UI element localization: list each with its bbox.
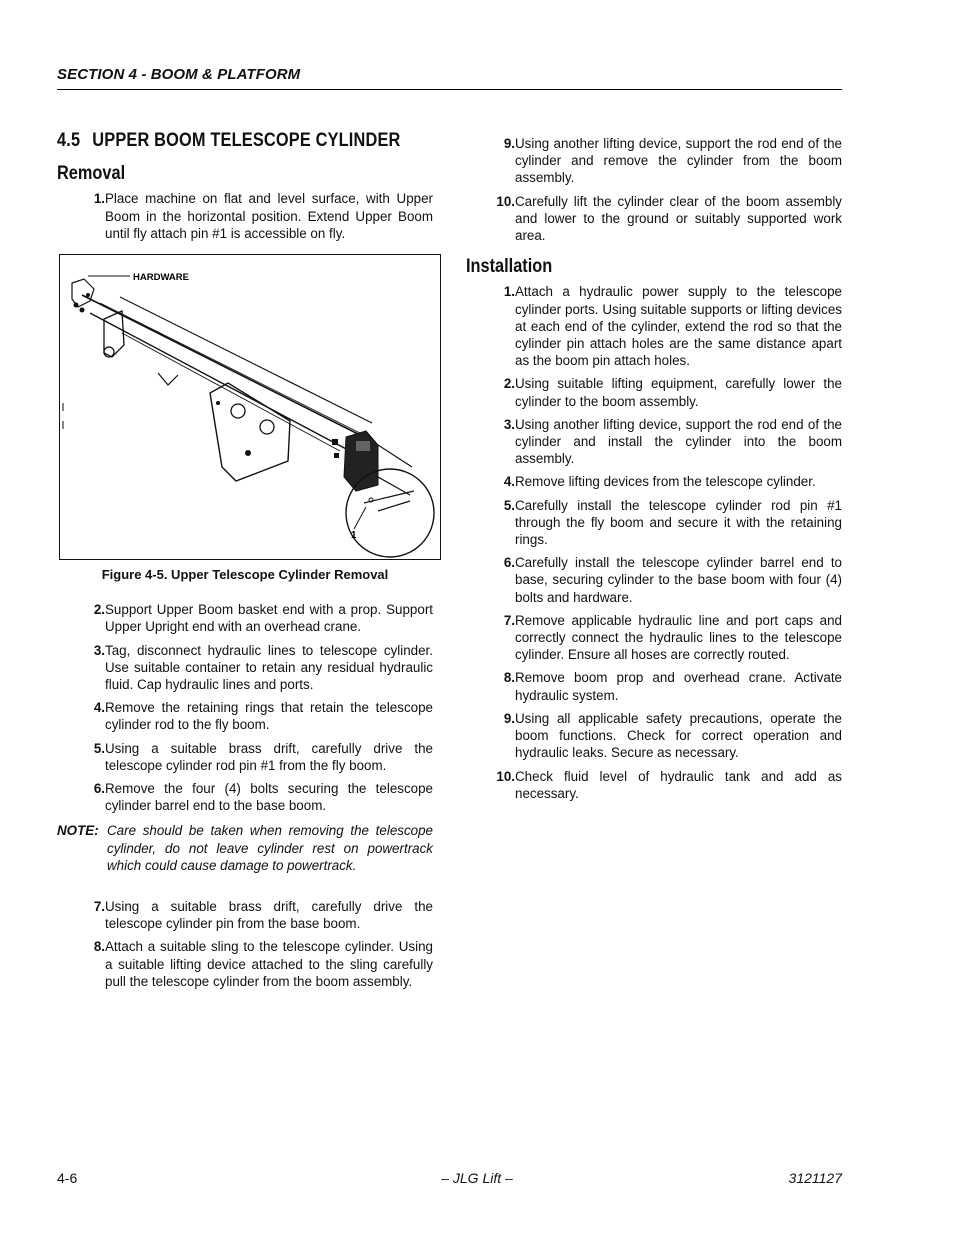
removal-step <box>57 699 433 733</box>
section-heading <box>57 130 401 151</box>
step-text: Using another lifting device, support the rod end of the cylinder and remove the cylinder from the boom assembly. <box>515 136 842 186</box>
caution-note <box>57 822 433 874</box>
removal-step <box>57 190 433 242</box>
removal-step <box>57 938 433 990</box>
installation-step <box>466 768 842 802</box>
step-text: Place machine on flat and level surface, with Upper Boom in the horizontal position. Extend Upper Boom until fly attach pin #1 is accessible on fly. <box>105 191 433 241</box>
note-text: Care should be taken when removing the telescope cylinder, do not leave cylinder rest on powertrack which could cause damage to powertrack. <box>107 823 433 873</box>
removal-steps-c-left <box>57 898 433 990</box>
step-number: 6. <box>503 555 515 571</box>
step-text: Attach a suitable sling to the telescope cylinder. Using a suitable lifting device attached to the sling carefully pull the telescope cylinder from the boom assembly. <box>105 939 433 989</box>
removal-step <box>57 601 433 635</box>
page-header-title: SECTION 4 - BOOM & PLATFORM <box>57 66 301 83</box>
footer-brand: – JLG Lift – <box>441 1170 513 1186</box>
step-text: Carefully install the telescope cylinder barrel end to base, securing cylinder to the base boom with four (4) bolts and hardware. <box>515 555 842 605</box>
step-text: Remove the four (4) bolts securing the telescope cylinder barrel end to the base boom. <box>105 781 433 814</box>
step-number: 1. <box>503 284 515 300</box>
step-text: Check fluid level of hydraulic tank and add as necessary. <box>515 768 842 801</box>
step-number: 3. <box>503 416 515 432</box>
step-text: Using suitable lifting equipment, carefully lower the cylinder to the boom assembly. <box>515 376 842 409</box>
step-text: Using all applicable safety precautions, operate the boom functions. Check for correct operation and hydraulic leaks. Secure as necessary. <box>515 710 842 761</box>
installation-step <box>466 473 842 490</box>
step-text: Remove lifting devices from the telescope cylinder. <box>515 474 816 490</box>
installation-step <box>466 497 842 549</box>
step-text: Carefully install the telescope cylinder rod pin #1 through the fly boom and secure it with the retaining rings. <box>515 497 842 548</box>
step-number: 7. <box>503 612 515 628</box>
installation-step <box>466 710 842 762</box>
section-number: 4.5 <box>57 130 81 151</box>
step-number: 1. <box>93 191 105 207</box>
installation-step <box>466 612 842 664</box>
document-number: 3121127 <box>788 1170 842 1186</box>
step-text: Using a suitable brass drift, carefully drive the telescope cylinder pin from the base boom. <box>105 899 433 932</box>
step-text: Support Upper Boom basket end with a prop. Support Upper Upright end with an overhead crane. <box>105 602 433 635</box>
removal-heading: Removal <box>57 163 126 185</box>
step-number: 3. <box>93 642 105 658</box>
removal-steps-b <box>57 601 433 814</box>
section-title: UPPER BOOM TELESCOPE CYLINDER <box>92 130 401 151</box>
removal-steps-a <box>57 190 433 242</box>
step-number: 4. <box>93 700 105 716</box>
step-text: Remove the retaining rings that retain the telescope cylinder rod to the fly boom. <box>105 700 433 733</box>
installation-steps <box>466 283 842 801</box>
step-number: 10. <box>496 193 515 209</box>
step-text: Remove applicable hydraulic line and port caps and correctly connect the hydraulic lines to the telescope cylinder. Ensure all hoses are correctly routed. <box>515 612 842 663</box>
step-text: Attach a hydraulic power supply to the telescope cylinder ports. Using suitable supports or lifting devices at each end of the cylinder, extend the rod so that the cylinder pin attach holes are the same distance apart as the boom pin attach holes. <box>515 284 842 369</box>
installation-step <box>466 375 842 409</box>
header-rule <box>57 89 842 90</box>
step-number: 7. <box>93 899 105 915</box>
step-number: 9. <box>503 710 515 726</box>
step-text: Remove boom prop and overhead crane. Activate hydraulic system. <box>515 670 842 703</box>
installation-step <box>466 669 842 703</box>
figure-upper-telescope-cylinder-removal <box>59 254 441 560</box>
step-number: 2. <box>93 602 105 618</box>
removal-step <box>466 135 842 187</box>
step-number: 9. <box>503 136 515 151</box>
step-number: 4. <box>503 474 515 490</box>
removal-steps-c-right <box>466 135 842 244</box>
figure-caption: Figure 4-5. Upper Telescope Cylinder Removal <box>101 567 389 583</box>
step-number: 2. <box>503 376 515 392</box>
removal-step <box>57 740 433 774</box>
step-number: 10. <box>496 768 515 784</box>
step-text: Using another lifting device, support the rod end of the cylinder and install the cylinder into the boom assembly. <box>515 416 842 467</box>
step-number: 8. <box>93 939 105 955</box>
pin-1-label: 1 <box>351 530 357 542</box>
boom-illustration <box>60 255 440 559</box>
hardware-label: HARDWARE <box>133 272 189 284</box>
installation-step <box>466 416 842 468</box>
step-text: Tag, disconnect hydraulic lines to telescope cylinder. Use suitable container to retain any residual hydraulic fluid. Cap hydraulic lines and ports. <box>105 642 433 693</box>
step-number: 6. <box>93 781 105 797</box>
page-number: 4-6 <box>57 1170 78 1186</box>
installation-step <box>466 554 842 606</box>
installation-step <box>466 283 842 369</box>
left-column <box>57 132 433 996</box>
installation-heading: Installation <box>466 256 553 278</box>
step-number: 5. <box>93 740 105 756</box>
right-column <box>466 135 842 808</box>
removal-step <box>57 780 433 814</box>
removal-step <box>466 193 842 245</box>
removal-step <box>57 898 433 932</box>
step-number: 8. <box>503 670 515 686</box>
note-label: NOTE: <box>57 823 99 839</box>
step-number: 5. <box>503 497 515 513</box>
step-text: Using a suitable brass drift, carefully drive the telescope cylinder rod pin #1 from the fly boom. <box>105 740 433 773</box>
removal-step <box>57 642 433 694</box>
step-text: Carefully lift the cylinder clear of the boom assembly and lower to the ground or suitably supported work area. <box>515 193 842 244</box>
